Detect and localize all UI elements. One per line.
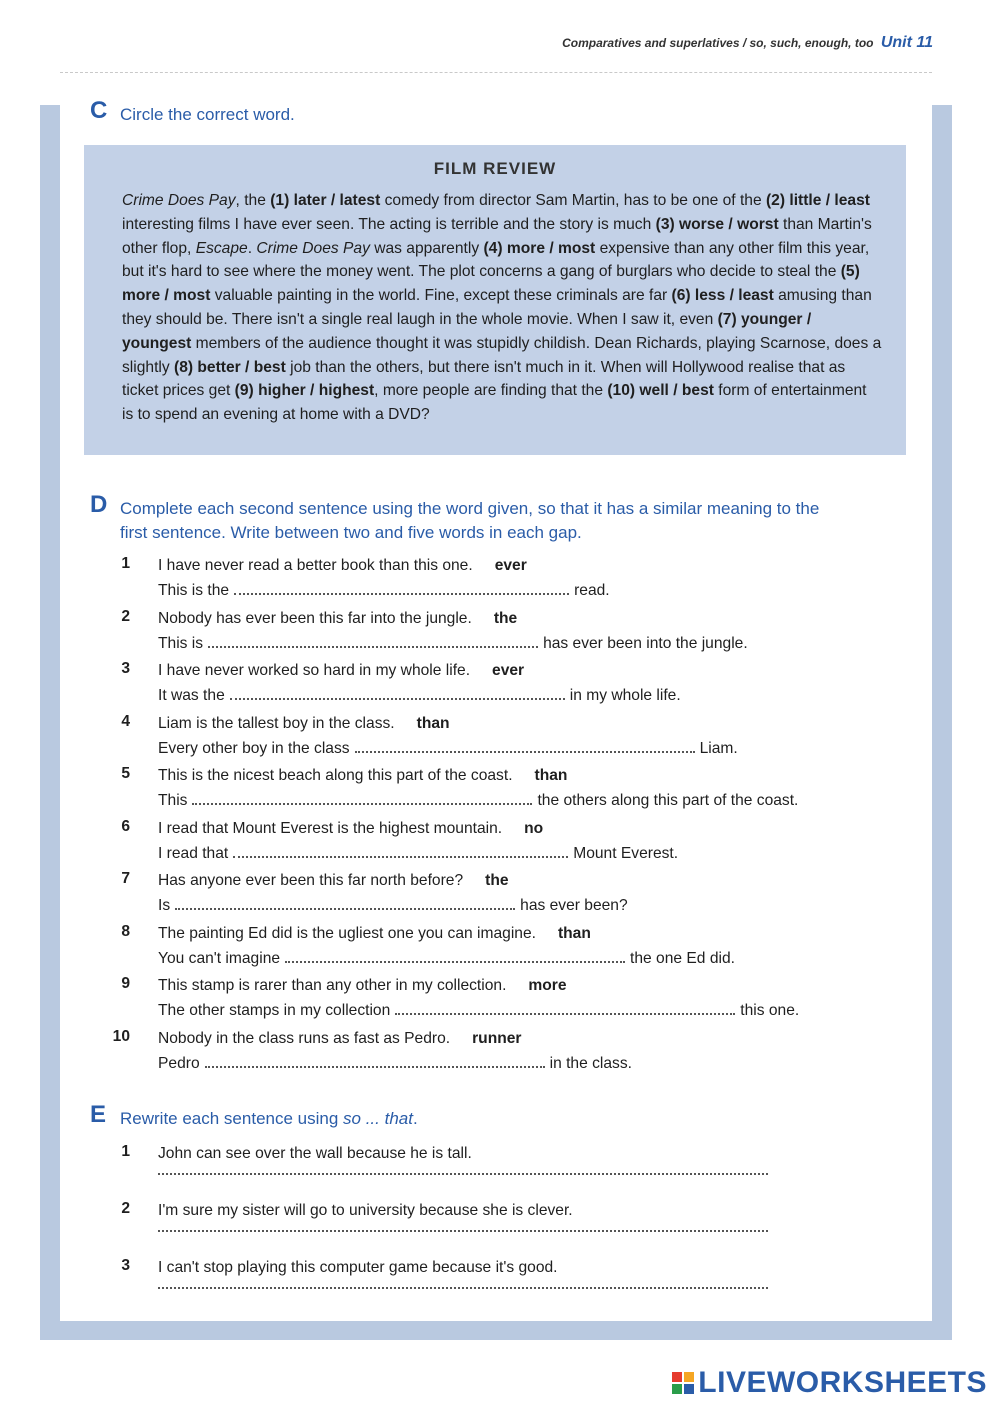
answer-gap[interactable] bbox=[285, 947, 625, 963]
key-word: ever bbox=[492, 662, 525, 679]
item-number: 2 bbox=[121, 607, 130, 625]
original-sentence: I can't stop playing this computer game because it's good. bbox=[158, 1259, 558, 1276]
item-number: 4 bbox=[121, 712, 130, 730]
review-text-run: valuable painting in the world. Fine, except these criminals are far bbox=[210, 287, 672, 305]
answer-choice[interactable]: (2) little / least bbox=[765, 192, 870, 209]
review-text-run: Escape bbox=[195, 239, 248, 257]
answer-gap[interactable] bbox=[230, 684, 565, 700]
rewrite-sentence: You can't imagine the one Ed did. bbox=[158, 947, 735, 970]
original-sentence: This stamp is rarer than any other in my collection. more bbox=[158, 977, 567, 994]
film-review-text bbox=[122, 189, 882, 427]
key-word: than bbox=[416, 714, 450, 732]
film-review-title: FILM REVIEW bbox=[433, 159, 557, 178]
rewrite-sentence: Pedro in the class. bbox=[158, 1052, 632, 1075]
section-d-heading bbox=[90, 491, 820, 545]
answer-line[interactable] bbox=[158, 1230, 768, 1232]
rewrite-sentence: This is the read. bbox=[158, 579, 610, 602]
key-word: than bbox=[557, 924, 591, 942]
item-number: 7 bbox=[121, 870, 130, 887]
section-c-letter: C bbox=[90, 97, 108, 124]
review-text-run: form of entertainment is to spend an evening at home with a DVD? bbox=[122, 382, 867, 424]
header-title: Comparatives and superlatives / so, such, enough, too bbox=[562, 36, 874, 50]
liveworksheets-logo-icon bbox=[672, 1372, 694, 1394]
answer-choice[interactable]: (8) better / best bbox=[174, 358, 286, 376]
item-number: 2 bbox=[121, 1200, 130, 1217]
answer-choice[interactable]: (1) later / latest bbox=[270, 192, 381, 209]
review-text-run: . bbox=[247, 239, 257, 257]
original-sentence: I'm sure my sister will go to university because she is clever. bbox=[158, 1202, 573, 1219]
rewrite-sentence: Is has ever been? bbox=[158, 894, 628, 917]
film-review-box bbox=[84, 145, 906, 455]
key-word: more bbox=[528, 977, 567, 994]
section-e-instruction: Rewrite each sentence using so ... that. bbox=[120, 1109, 418, 1128]
original-sentence: I read that Mount Everest is the highest mountain. no bbox=[158, 819, 544, 837]
item-number: 3 bbox=[121, 1257, 130, 1274]
original-sentence: Liam is the tallest boy in the class. than bbox=[158, 714, 450, 732]
answer-choice[interactable]: (6) less / least bbox=[671, 287, 774, 305]
answer-gap[interactable] bbox=[175, 894, 515, 910]
rewrite-sentence: This is has ever been into the jungle. bbox=[158, 632, 748, 655]
review-text-run: expensive than any other film this year, but it's hard to see where the money went. The plot concerns a gang of burglars who decide to steal the bbox=[122, 239, 870, 281]
section-d-instruction-line2: first sentence. Write between two and five words in each gap. bbox=[120, 523, 582, 542]
section-c-instruction: Circle the correct word. bbox=[120, 105, 295, 124]
item-number: 5 bbox=[121, 765, 130, 782]
original-sentence: John can see over the wall because he is tall. bbox=[158, 1145, 472, 1162]
original-sentence: I have never worked so hard in my whole life. ever bbox=[158, 662, 525, 679]
original-sentence: The painting Ed did is the ugliest one you can imagine. than bbox=[158, 924, 591, 942]
item-number: 1 bbox=[121, 1143, 130, 1160]
key-word: the bbox=[493, 609, 518, 627]
original-sentence: Nobody in the class runs as fast as Pedro. runner bbox=[158, 1029, 522, 1047]
review-text-run: job than the others, but there isn't much in it. When will Hollywood realise that as ticket prices get bbox=[122, 358, 846, 400]
unit-label: Unit 11 bbox=[880, 34, 933, 51]
original-sentence: Nobody has ever been this far into the jungle. the bbox=[158, 609, 518, 627]
answer-gap[interactable] bbox=[234, 579, 569, 595]
review-text-run: , the bbox=[235, 192, 271, 209]
section-e-letter: E bbox=[90, 1101, 107, 1128]
key-word: the bbox=[485, 872, 509, 889]
answer-line[interactable] bbox=[158, 1287, 768, 1289]
answer-gap[interactable] bbox=[192, 789, 532, 805]
answer-choice[interactable]: (5) more / most bbox=[122, 263, 860, 305]
answer-gap[interactable] bbox=[208, 632, 538, 648]
logo-square bbox=[672, 1372, 682, 1382]
item-number: 10 bbox=[112, 1027, 130, 1045]
review-text-run: Crime Does Pay bbox=[122, 192, 236, 209]
original-sentence: This is the nicest beach along this part of the coast. than bbox=[158, 767, 568, 784]
item-number: 1 bbox=[121, 555, 130, 572]
review-text-run: , more people are finding that the bbox=[374, 382, 608, 400]
answer-gap[interactable] bbox=[355, 737, 695, 753]
answer-choice[interactable]: (7) younger / youngest bbox=[122, 310, 812, 352]
logo-text: LIVEWORKSHEETS bbox=[698, 1366, 987, 1399]
answer-choice[interactable]: (3) worse / worst bbox=[655, 215, 779, 233]
answer-gap[interactable] bbox=[205, 1052, 545, 1068]
review-text-run: Crime Does Pay bbox=[256, 239, 370, 257]
review-text-run: interesting films I have ever seen. The acting is terrible and the story is much bbox=[122, 215, 656, 233]
section-d-instruction-line1: Complete each second sentence using the word given, so that it has a similar meaning to the bbox=[120, 499, 820, 518]
review-text-run: members of the audience thought it was stupidly childish. Dean Richards, playing Scarnose, does a slightly bbox=[122, 334, 882, 376]
answer-choice[interactable]: (4) more / most bbox=[483, 239, 596, 257]
item-number: 6 bbox=[121, 817, 130, 835]
answer-line[interactable] bbox=[158, 1173, 768, 1175]
logo-square bbox=[684, 1372, 694, 1382]
key-word: ever bbox=[494, 557, 527, 574]
so-that-phrase: so ... that bbox=[343, 1109, 413, 1128]
rewrite-sentence: The other stamps in my collection this one. bbox=[158, 999, 799, 1022]
rewrite-sentence: Every other boy in the class Liam. bbox=[158, 737, 738, 760]
original-sentence: Has anyone ever been this far north before? the bbox=[158, 872, 509, 889]
answer-gap[interactable] bbox=[233, 842, 568, 858]
review-text-run: was apparently bbox=[369, 239, 484, 257]
section-c-heading bbox=[90, 97, 295, 127]
key-word: runner bbox=[472, 1029, 522, 1047]
item-number: 8 bbox=[121, 922, 130, 940]
rewrite-sentence: This the others along this part of the coast. bbox=[158, 789, 798, 812]
liveworksheets-logo bbox=[672, 1368, 987, 1398]
item-number: 3 bbox=[121, 660, 130, 677]
rewrite-sentence: It was the in my whole life. bbox=[158, 684, 681, 707]
key-word: no bbox=[524, 819, 544, 837]
answer-gap[interactable] bbox=[395, 999, 735, 1015]
review-text-run: comedy from director Sam Martin, has to be one of the bbox=[380, 192, 766, 209]
answer-choice[interactable]: (10) well / best bbox=[607, 382, 714, 400]
section-d-letter: D bbox=[90, 491, 108, 518]
rewrite-sentence: I read that Mount Everest. bbox=[158, 842, 678, 865]
review-text-run: amusing than they should be. There isn't a single real laugh in the whole movie. When I saw it, even bbox=[122, 287, 872, 328]
section-e-heading bbox=[90, 1101, 418, 1131]
logo-square bbox=[672, 1384, 682, 1394]
key-word: than bbox=[534, 767, 568, 784]
item-number: 9 bbox=[121, 975, 130, 992]
logo-square bbox=[684, 1384, 694, 1394]
worksheet-panel bbox=[60, 72, 932, 1321]
original-sentence: I have never read a better book than this one. ever bbox=[158, 557, 527, 574]
review-text-run: than Martin's other flop, bbox=[122, 215, 872, 257]
page-header bbox=[562, 34, 933, 52]
answer-choice[interactable]: (9) higher / highest bbox=[234, 382, 375, 400]
